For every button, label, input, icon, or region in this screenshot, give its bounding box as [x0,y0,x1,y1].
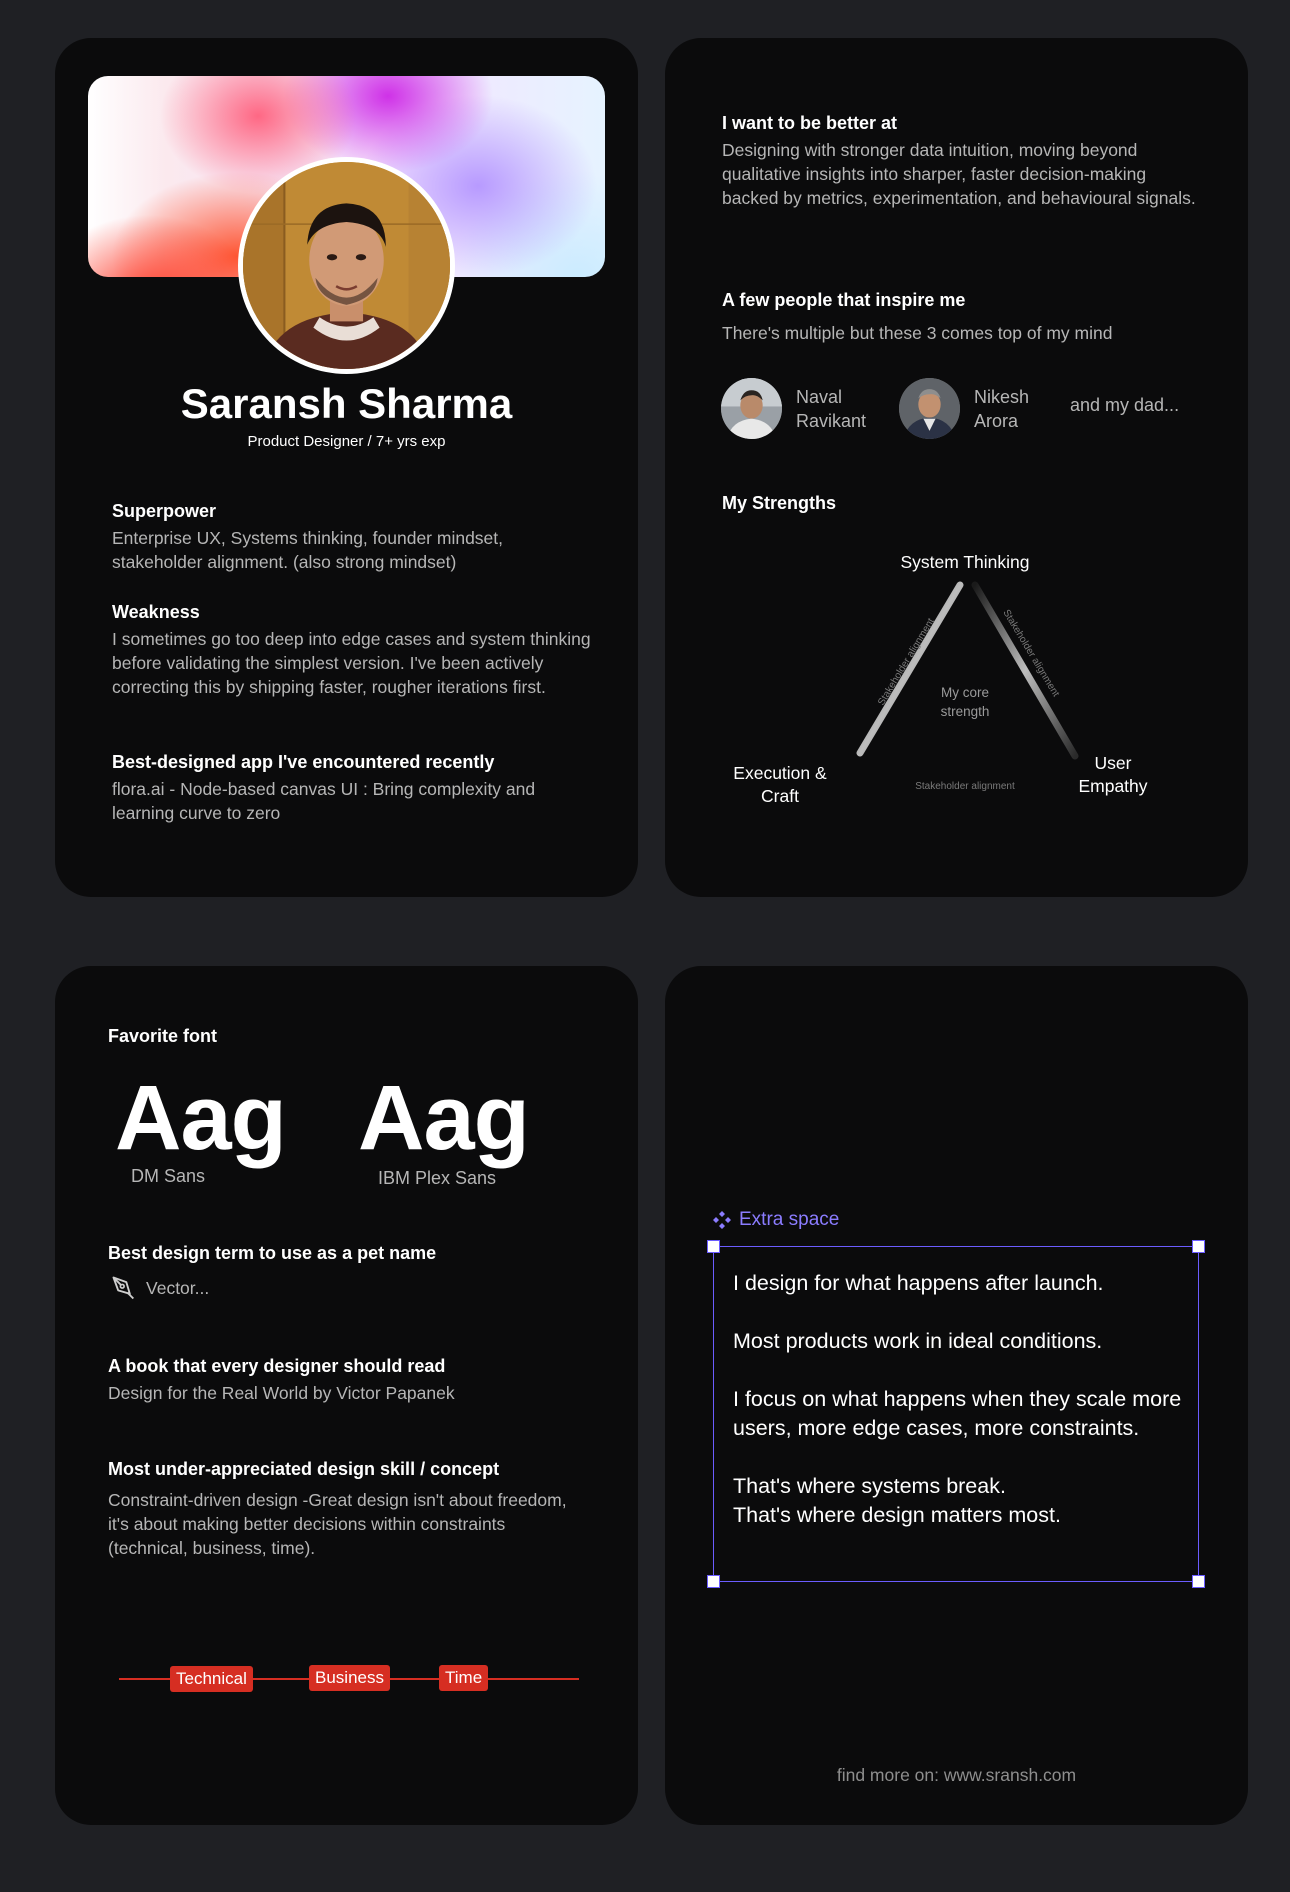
superpower-section [112,501,592,574]
resize-handle-top-left[interactable] [707,1240,720,1253]
skill-title: Most under-appreciated design skill / concept [108,1459,500,1479]
center-label-line2: strength [940,704,990,719]
resize-handle-top-right[interactable] [1192,1240,1205,1253]
weakness-body: I sometimes go too deep into edge cases and system thinking before validating the simplest version. I've been actively correcting this by shipping faster, rougher iterations first. [112,629,591,697]
best-app-section [112,752,602,825]
footer-link[interactable]: find more on: www.sransh.com [836,1765,1077,1785]
book-section [108,1356,598,1405]
avatar [238,157,455,374]
superpower-body: Enterprise UX, Systems thinking, founder mindset, stakeholder alignment. (also strong mindset) [112,528,504,572]
edge-label-bottom: Stakeholder alignment [915,781,1015,792]
tag-technical: Technical [170,1666,253,1692]
pet-name-value: Vector... [146,1277,210,1298]
book-title: A book that every designer should read [108,1356,446,1376]
strengths-title: My Strengths [722,493,837,513]
extra-space-label: Extra space [712,1209,839,1231]
favorite-font-title: Favorite font [108,1026,218,1046]
pet-name-row [110,1274,209,1302]
center-label-line1: My core [940,685,990,700]
tag-time: Time [439,1665,488,1691]
best-app-body: flora.ai - Node-based canvas UI : Bring complexity and learning curve to zero [112,779,536,823]
naval-name: Naval Ravikant [796,386,867,431]
book-body: Design for the Real World by Victor Papanek [108,1383,455,1403]
nikesh-name: Nikesh Arora [974,386,1030,431]
triangle-edge-right [975,585,1075,756]
pen-tool-icon [110,1274,138,1302]
extra-space-text [733,1269,1184,1530]
inspire-title: A few people that inspire me [722,290,966,310]
skill-body: Constraint-driven design -Great design isn't about freedom, it's about making better decisions within constraints (technical, business, time). [108,1490,567,1558]
fonts-card [55,966,638,1825]
extra-p4a: That's where systems break. [733,1474,1006,1498]
extra-p2: Most products work in ideal conditions. [733,1329,1103,1353]
extra-p3: I focus on what happens when they scale more users, more edge cases, more constraints. [733,1387,1182,1440]
weakness-section [112,602,602,699]
extra-p4b: That's where design matters most. [733,1503,1061,1527]
strength-execution-craft: Execution & Craft [733,763,827,806]
edge-label-right: Stakeholder alignment [1000,607,1062,699]
inspire-subtitle: There's multiple but these 3 comes top of my mind [722,323,1113,343]
avatar-photo [243,162,450,369]
font-sample-ibm-plex: Aag [358,1067,529,1169]
font-name-ibm-plex: IBM Plex Sans [378,1168,497,1188]
triangle-edge-left [860,585,960,753]
profile-name: Saransh Sharma [180,380,513,427]
profile-card [55,38,638,897]
extra-p1: I design for what happens after launch. [733,1271,1104,1295]
weakness-title: Weakness [112,602,200,622]
resize-handle-bottom-left[interactable] [707,1575,720,1588]
better-at-title: I want to be better at [722,113,898,133]
pet-name-title: Best design term to use as a pet name [108,1243,437,1263]
best-app-title: Best-designed app I've encountered recently [112,752,495,772]
and-my-dad: and my dad... [1070,395,1180,415]
better-at-body: Designing with stronger data intuition, moving beyond qualitative insights into sharper, faster decision-making backed by metrics, experimentation, and behavioural signals. [722,140,1196,208]
skill-section [108,1459,568,1560]
font-sample-dm-sans: Aag [115,1067,286,1169]
resize-handle-bottom-right[interactable] [1192,1575,1205,1588]
strength-system-thinking: System Thinking [900,552,1030,572]
component-icon [712,1210,732,1230]
extra-space-card [665,966,1248,1825]
tag-business: Business [309,1665,390,1691]
about-card [665,38,1248,897]
selection-frame[interactable] [713,1246,1199,1582]
font-name-dm-sans: DM Sans [131,1166,206,1186]
edge-label-left: Stakeholder alignment [876,616,937,708]
superpower-title: Superpower [112,501,217,521]
strength-user-empathy: User Empathy [1078,753,1148,796]
profile-role: Product Designer / 7+ yrs exp [247,433,446,450]
